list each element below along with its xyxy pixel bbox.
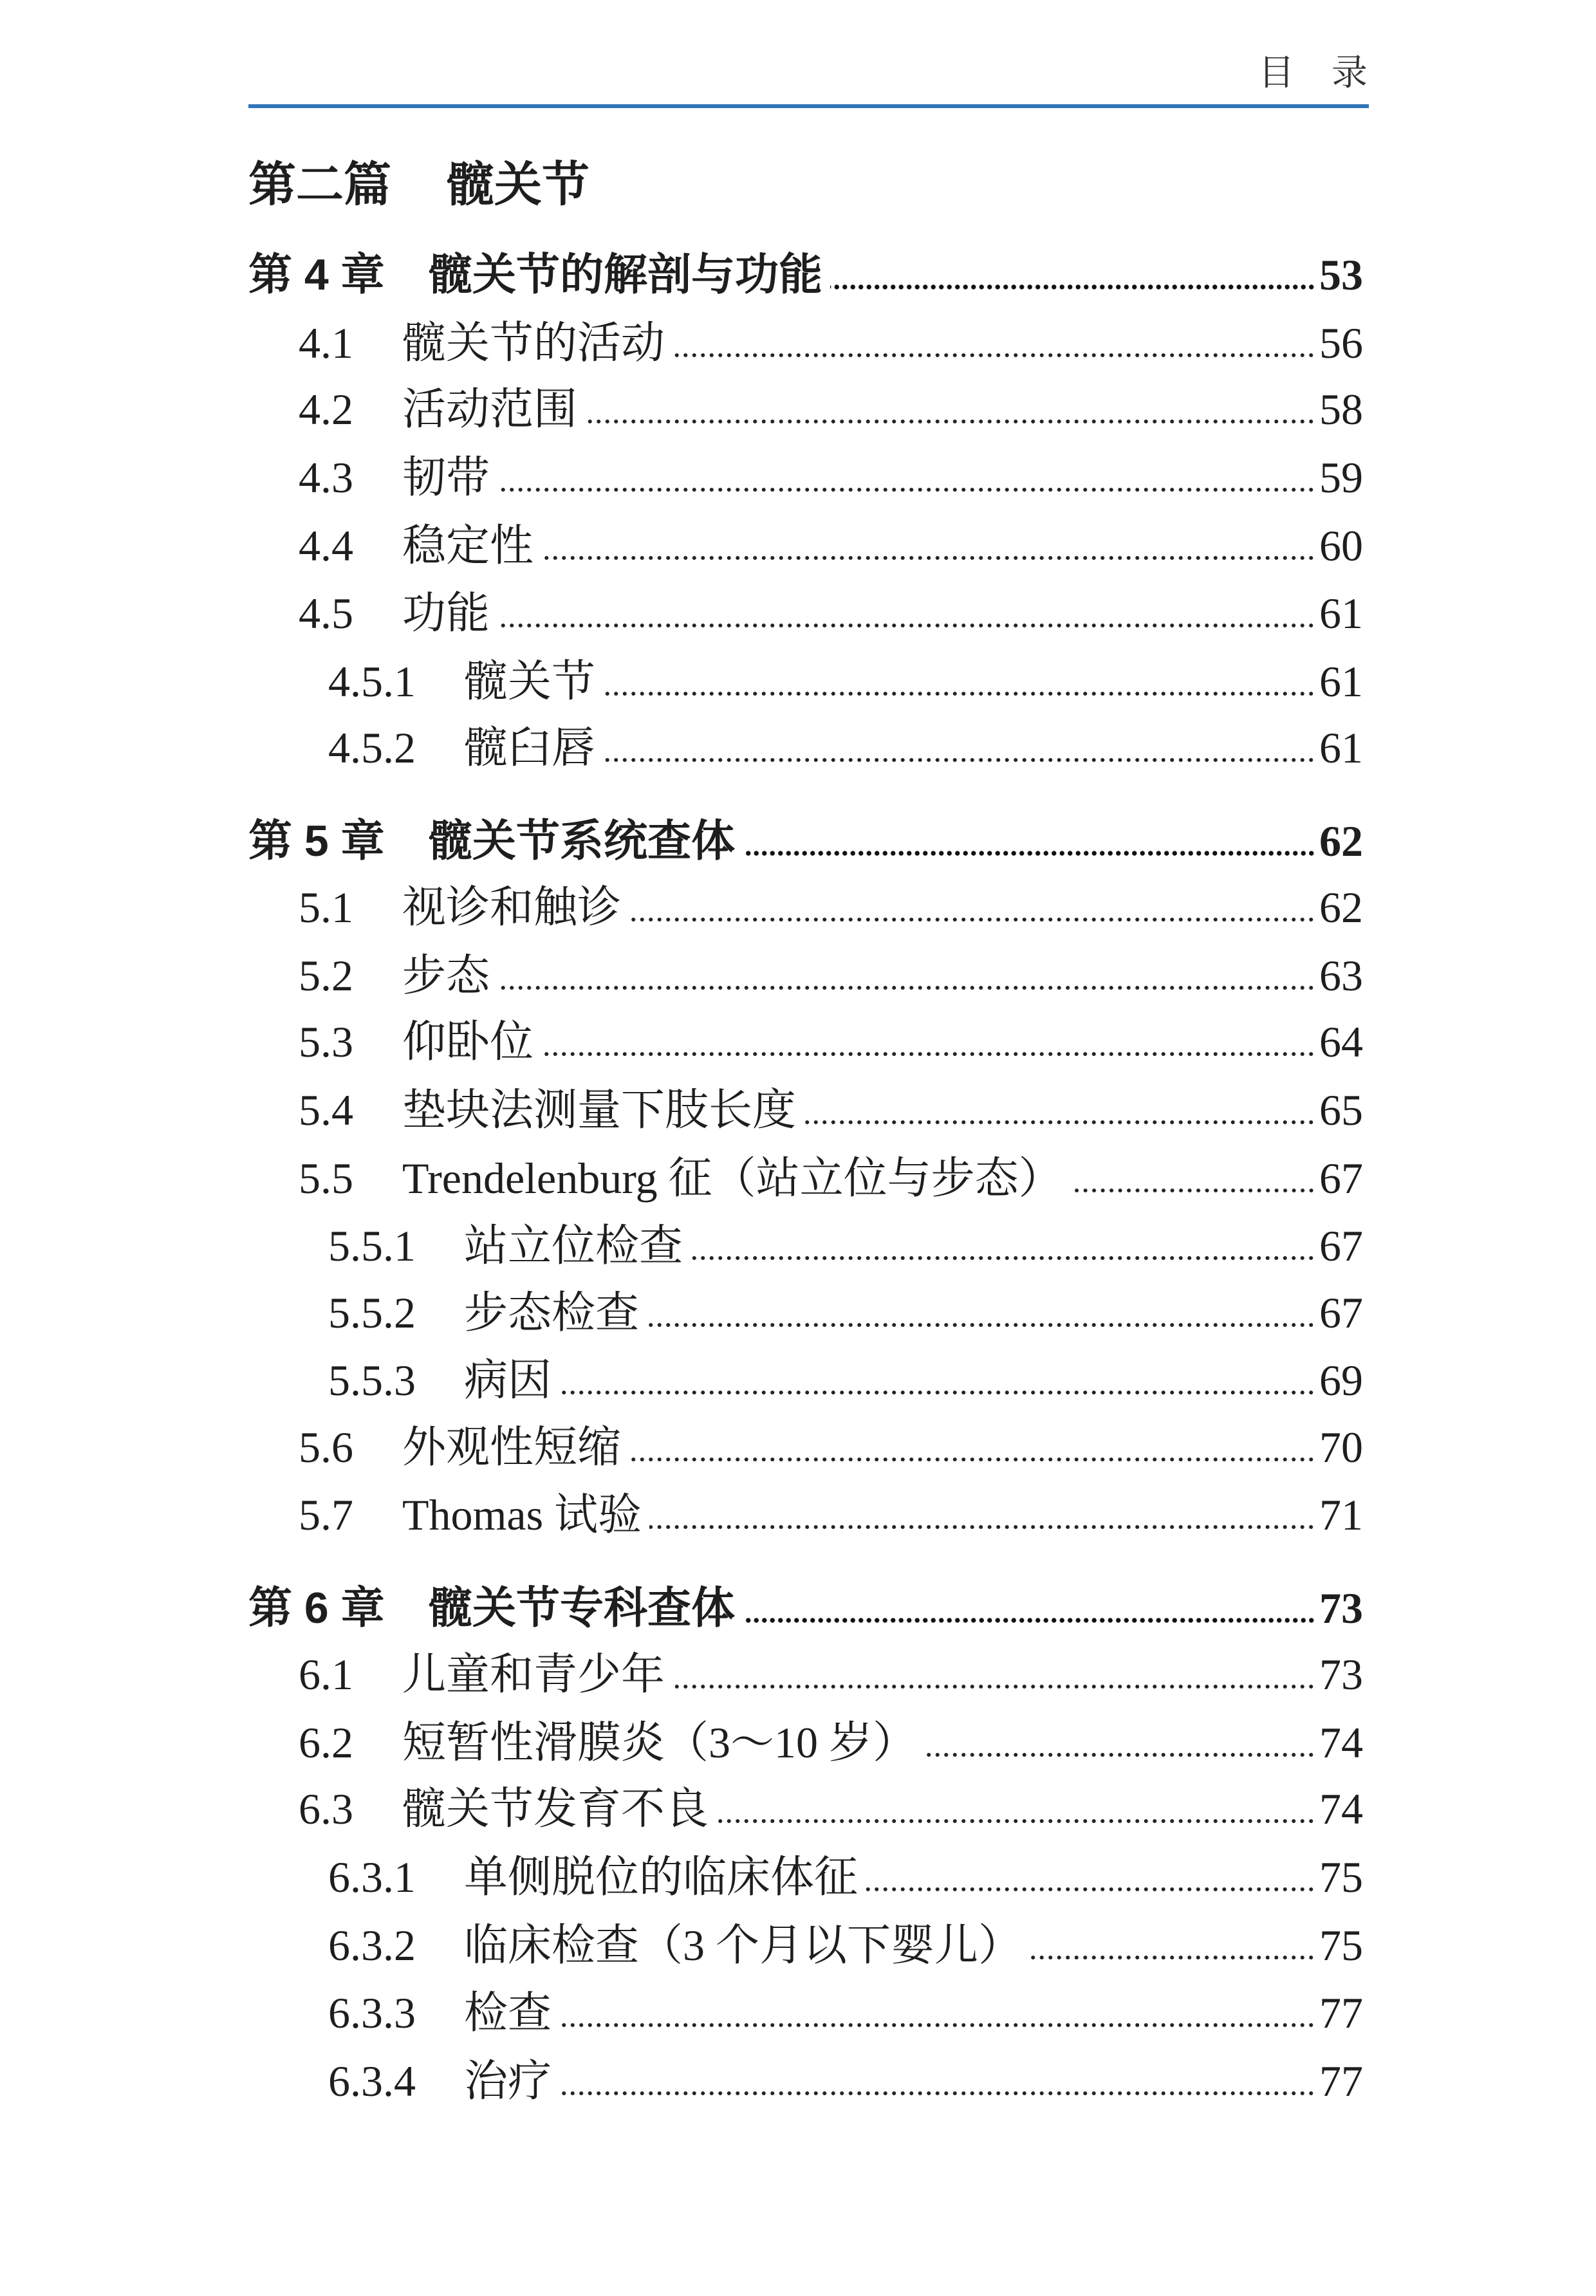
- page-number: 77: [1319, 2057, 1363, 2106]
- section-number: 5.1: [299, 883, 353, 932]
- section-number: 5.5: [299, 1154, 353, 1203]
- dot-leader: [497, 487, 1315, 492]
- page-number: 71: [1319, 1490, 1363, 1539]
- page-number: 70: [1319, 1423, 1363, 1472]
- page-number: 53: [1319, 250, 1363, 299]
- section-title: 韧带: [402, 453, 490, 502]
- dot-leader: [629, 917, 1315, 922]
- toc-entry: [299, 1714, 1363, 1772]
- toc-entry: [299, 1486, 1363, 1544]
- dot-leader: [924, 1752, 1315, 1757]
- page-number: 74: [1319, 1784, 1363, 1833]
- dot-leader: [559, 1390, 1315, 1395]
- part-title: 髋关节: [447, 158, 589, 211]
- dot-leader: [649, 1524, 1315, 1530]
- subsection-title: 病因: [464, 1356, 552, 1405]
- dot-leader: [629, 1457, 1315, 1462]
- section-number: 4.4: [299, 521, 353, 570]
- section-number: 4.1: [299, 319, 353, 367]
- page-number: 67: [1319, 1288, 1363, 1337]
- subsection-number: 6.3.1: [328, 1853, 416, 1902]
- section-title: 步态: [402, 951, 490, 1000]
- toc-subentry: [328, 1916, 1363, 1974]
- chapter-title: 髋关节的解剖与功能: [429, 250, 823, 299]
- toc-chapter-4: [248, 246, 1363, 304]
- toc-entry: [299, 1149, 1363, 1207]
- dot-leader: [716, 1819, 1315, 1824]
- section-number: 5.2: [299, 951, 353, 1000]
- dot-leader: [804, 1120, 1315, 1125]
- subsection-number: 4.5.2: [328, 723, 416, 772]
- toc-subentry: [328, 1351, 1363, 1409]
- page-number: 56: [1319, 319, 1363, 367]
- section-title: 视诊和触诊: [402, 883, 622, 932]
- dot-leader: [603, 757, 1315, 763]
- subsection-title: 步态检查: [464, 1288, 640, 1337]
- section-number: 5.3: [299, 1017, 353, 1066]
- toc-entry: [299, 1780, 1363, 1838]
- dot-leader: [603, 691, 1315, 696]
- header-rule: [248, 104, 1369, 108]
- toc-chapter-5: [248, 812, 1363, 870]
- page-number: 73: [1319, 1650, 1363, 1699]
- dot-leader: [1030, 1955, 1315, 1960]
- toc-subentry: [328, 653, 1363, 710]
- toc-entry: [299, 380, 1363, 438]
- section-title: 垫块法测量下肢长度: [402, 1086, 797, 1134]
- dot-leader: [691, 1255, 1315, 1261]
- section-title: 外观性短缩: [402, 1423, 622, 1472]
- toc-entry: [299, 1013, 1363, 1071]
- dot-leader: [541, 555, 1315, 560]
- section-title: Thomas 试验: [402, 1490, 642, 1539]
- page-number: 67: [1319, 1221, 1363, 1270]
- dot-leader: [673, 353, 1315, 358]
- toc-entry: [299, 947, 1363, 1004]
- subsection-number: 5.5.1: [328, 1221, 416, 1270]
- toc-entry: [299, 584, 1363, 642]
- section-number: 5.6: [299, 1423, 353, 1472]
- section-title: 稳定性: [402, 521, 534, 570]
- subsection-title: 治疗: [464, 2057, 552, 2106]
- dot-leader: [585, 419, 1315, 424]
- toc-chapter-6: [248, 1579, 1363, 1637]
- dot-leader: [497, 985, 1315, 990]
- part-heading: [248, 153, 589, 217]
- subsection-title: 髋臼唇: [464, 723, 596, 772]
- subsection-title: 临床检查（3 个月以下婴儿）: [464, 1921, 1023, 1970]
- section-number: 4.3: [299, 453, 353, 502]
- toc-entry: [299, 517, 1363, 575]
- dot-leader: [497, 623, 1315, 628]
- section-title: 髋关节发育不良: [402, 1784, 709, 1833]
- subsection-number: 4.5.1: [328, 657, 416, 706]
- toc-subentry: [328, 1284, 1363, 1342]
- section-title: 儿童和青少年: [402, 1650, 665, 1699]
- dot-leader: [559, 2023, 1315, 2028]
- subsection-number: 5.5.3: [328, 1356, 416, 1405]
- page-number: 69: [1319, 1356, 1363, 1405]
- page-number: 60: [1319, 521, 1363, 570]
- page-number: 64: [1319, 1017, 1363, 1066]
- toc-subentry: [328, 1848, 1363, 1906]
- page-number: 58: [1319, 385, 1363, 434]
- toc-entry: [299, 1081, 1363, 1139]
- page-number: 67: [1319, 1154, 1363, 1203]
- section-number: 6.1: [299, 1650, 353, 1699]
- section-title: 仰卧位: [402, 1017, 534, 1066]
- subsection-title: 髋关节: [464, 657, 596, 706]
- page-number: 75: [1319, 1853, 1363, 1902]
- section-title: 活动范围: [402, 385, 578, 434]
- chapter-title: 髋关节系统查体: [429, 817, 736, 866]
- section-title: 髋关节的活动: [402, 319, 665, 367]
- page-number: 65: [1319, 1086, 1363, 1134]
- dot-leader: [866, 1887, 1315, 1892]
- page-number: 77: [1319, 1988, 1363, 2037]
- section-number: 5.7: [299, 1490, 353, 1539]
- dot-leader: [673, 1684, 1315, 1689]
- page-number: 61: [1319, 589, 1363, 638]
- dot-leader: [647, 1322, 1315, 1328]
- section-number: 6.3: [299, 1784, 353, 1833]
- toc-entry: [299, 449, 1363, 506]
- page-number: 59: [1319, 453, 1363, 502]
- subsection-number: 5.5.2: [328, 1288, 416, 1337]
- toc-subentry: [328, 2052, 1363, 2110]
- chapter-title: 髋关节专科查体: [429, 1584, 736, 1633]
- subsection-number: 6.3.4: [328, 2057, 416, 2106]
- page-number: 74: [1319, 1718, 1363, 1767]
- section-number: 6.2: [299, 1718, 353, 1767]
- page-number: 61: [1319, 657, 1363, 706]
- page-number: 62: [1319, 817, 1363, 866]
- section-number: 4.2: [299, 385, 353, 434]
- section-title: Trendelenburg 征（站立位与步态）: [402, 1154, 1062, 1203]
- section-number: 4.5: [299, 589, 353, 638]
- subsection-title: 检查: [464, 1988, 552, 2037]
- part-label: 第二篇: [248, 158, 391, 211]
- toc-subentry: [328, 719, 1363, 777]
- dot-leader: [559, 2091, 1315, 2096]
- section-title: 短暂性滑膜炎（3～10 岁）: [402, 1718, 917, 1767]
- page-number: 75: [1319, 1921, 1363, 1970]
- page-number: 61: [1319, 723, 1363, 772]
- subsection-number: 6.3.3: [328, 1988, 416, 2037]
- dot-leader: [1070, 1188, 1315, 1193]
- toc-entry: [299, 1645, 1363, 1703]
- dot-leader: [743, 851, 1315, 856]
- toc-entry: [299, 1418, 1363, 1476]
- dot-leader: [743, 1618, 1315, 1623]
- page-number: 62: [1319, 883, 1363, 932]
- toc-subentry: [328, 1217, 1363, 1275]
- subsection-title: 站立位检查: [464, 1221, 683, 1270]
- dot-leader: [830, 284, 1315, 290]
- section-title: 功能: [402, 589, 490, 638]
- chapter-label: 第 4 章: [248, 250, 385, 299]
- chapter-label: 第 5 章: [248, 817, 385, 866]
- subsection-title: 单侧脱位的临床体征: [464, 1853, 858, 1902]
- dot-leader: [541, 1051, 1315, 1057]
- page-number: 63: [1319, 951, 1363, 1000]
- running-head-title: 目 录: [1258, 52, 1368, 94]
- page-number: 73: [1319, 1584, 1363, 1633]
- toc-entry: [299, 314, 1363, 372]
- toc-subentry: [328, 1984, 1363, 2042]
- toc-entry: [299, 878, 1363, 936]
- section-number: 5.4: [299, 1086, 353, 1134]
- chapter-label: 第 6 章: [248, 1584, 385, 1633]
- subsection-number: 6.3.2: [328, 1921, 416, 1970]
